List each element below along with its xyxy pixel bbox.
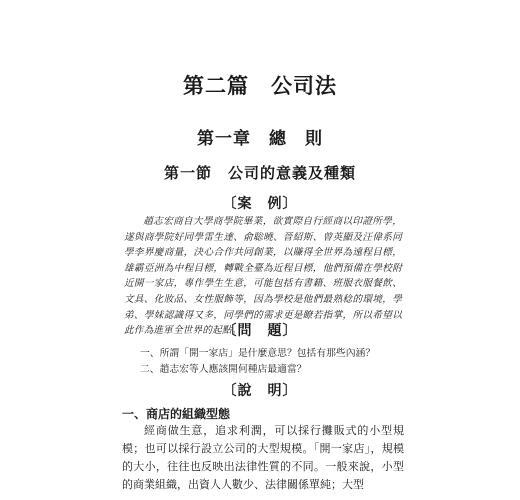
subheading: 一、商店的組織型態 xyxy=(122,407,231,421)
case-text: 趙志宏商自大學商學院畢業，欲實際自行經商以印證所學，遂與商學院好同學雷生達、俞聡曉、晉紹斯、曾英顯及汪偉系同學李界慶商量，決心合作共同創業，以賺得全世界為遠程目標，雄霸亞洲為中程目標，轉戰全臺為近程目標，他們預備在學校附近開一家店，專作學生生意，可能包括有書籍、班服衣服餐飲、文具、化妝品、女性服飾等，因為學校是他們最熟稔的環境，學弟、學妹認識得又多，同學們的需求更是瞭若指掌，所以希望以此作為進軍全世界的起點。 xyxy=(124,216,402,337)
body-text: 經商做生意，追求利潤，可以採行攤販式的小型規模；也可以採行設立公司的大型規模。「開一家店」，規模的大小，往往也反映出法律性質的不同。一般來說，小型的商業組織，出資人人數少、法律關係單純；大型 xyxy=(122,424,404,491)
case-heading: 〔案 例〕 xyxy=(222,196,298,212)
section-title: 第一節 公司的意義及種類 xyxy=(163,164,356,182)
explain-heading: 〔說 明〕 xyxy=(222,383,298,399)
question-item: 一、所謂「開一家店」是什麼意思？包括有那些內涵？ xyxy=(140,348,376,359)
chapter-title: 第一章 總 則 xyxy=(197,129,323,149)
question-item: 二、趙志宏等人應該開何種店最適當？ xyxy=(140,364,307,375)
questions-list xyxy=(140,346,440,378)
part-title: 第二篇 公司法 xyxy=(183,73,337,98)
questions-heading: 〔問 題〕 xyxy=(222,323,298,339)
body-paragraph xyxy=(122,422,404,494)
